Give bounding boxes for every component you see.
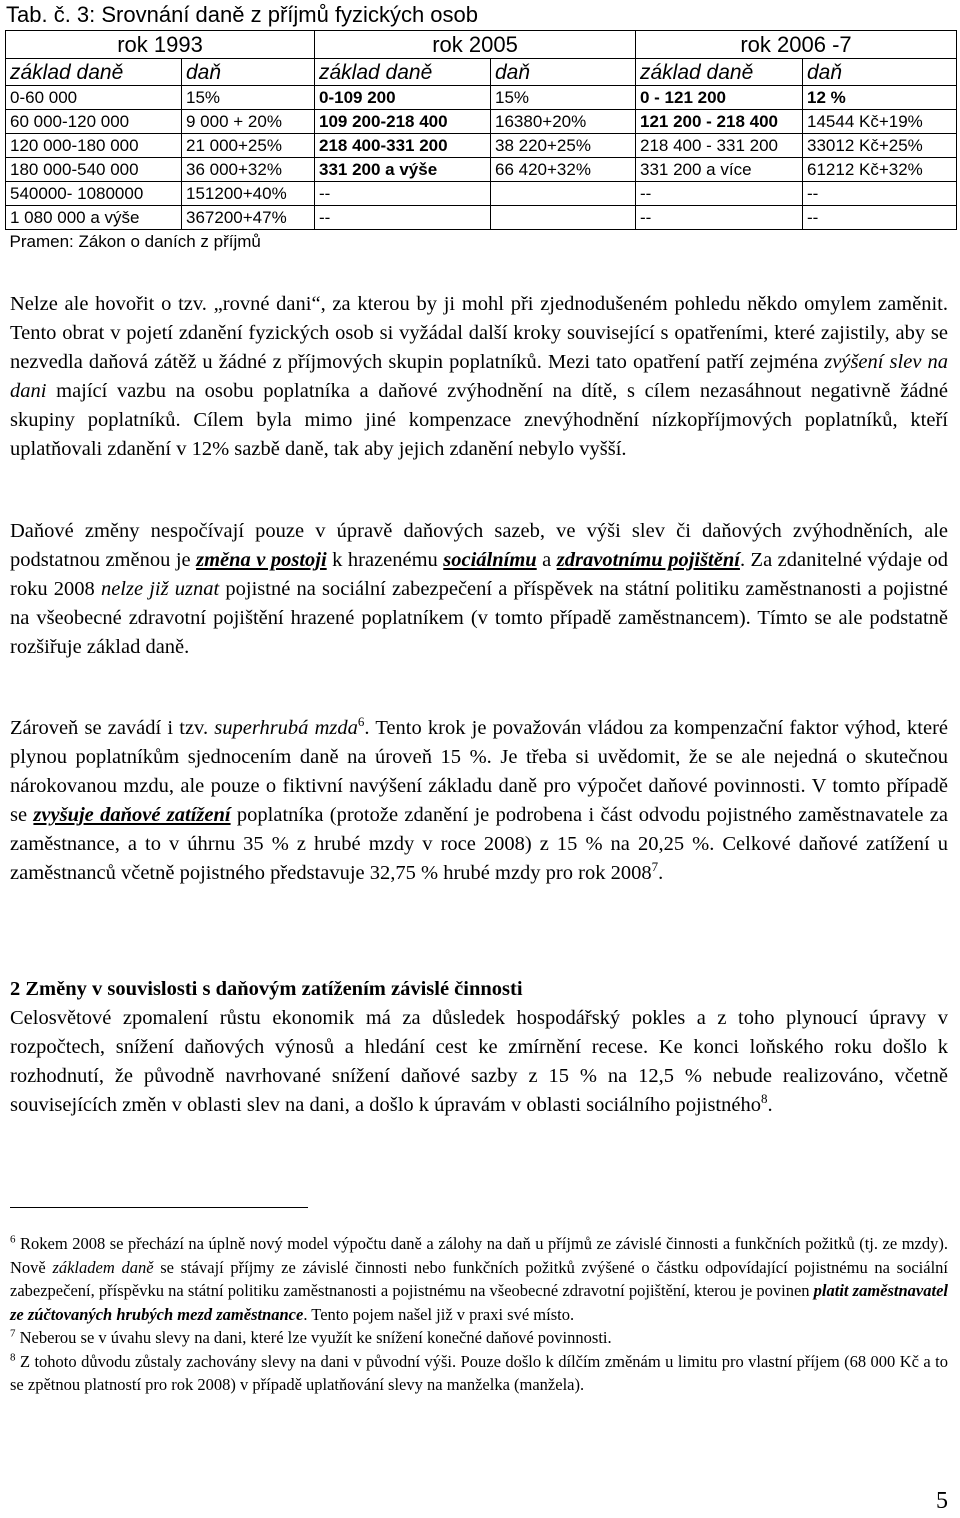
table-cell: 36 000+32% [182,158,315,182]
table-cell [491,206,636,230]
section-heading: 2 Změny v souvislosti s daňovým zatížením závislé činnosti [10,978,523,1000]
table-cell: 66 420+32% [491,158,636,182]
table-cell: 0-109 200 [315,86,491,110]
column-header: daň [182,59,315,86]
table-cell: 0 - 121 200 [636,86,803,110]
table-cell: 367200+47% [182,206,315,230]
text-run: . [767,1094,773,1116]
text-run: . [658,862,664,884]
text-run: Daňové změny nespočívají pouze v úpravě daňových sazeb, ve výši slev či daňových zvýhodněních, ale podstatnou změnou je [10,520,948,571]
section-2 [10,975,948,1120]
text-run: . Tento pojem našel již v praxi své místo. [303,1304,575,1324]
text-run: . Tento krok je považován vládou za kompenzační faktor výhod, které plynou poplatníkům sjednocením daně na úroveň 15 %. Je třeba si uvědomit, že se ale nejedná o skutečnou nárokovanou mzdu, ale pouze o fiktivní navýšení základu daně pro výpočet daňové povinnosti. V tomto případě se [10,717,948,826]
text-run: Z tohoto důvodu zůstaly zachovány slevy na dani v původní výši. Pouze došlo k dílčím změnám u limitu pro vlastní příjem (68 000 Kč a to se zpětnou platností pro rok 2008) v případě uplatňování slevy na manželka (manžela). [10,1351,948,1394]
year-header-1993: rok 1993 [6,31,315,59]
table-cell [491,182,636,206]
text-run: Zároveň se zavádí i tzv. [10,717,215,739]
footnotes [10,1232,948,1397]
table-cell: 151200+40% [182,182,315,206]
table-cell: 12 % [803,86,957,110]
footnote-number: 8 [10,1351,16,1363]
table-cell: 0-60 000 [6,86,182,110]
emphasis: nelze již uznat [100,578,220,600]
emphasis: zvýšení slev na dani [10,351,948,402]
table-cell: 21 000+25% [182,134,315,158]
table-row [6,158,957,182]
footnote-ref[interactable]: 8 [760,1091,768,1107]
year-header-row [6,31,957,59]
table-cell: 16380+20% [491,110,636,134]
text-run: . Za zdanitelné výdaje od roku 2008 [10,549,948,600]
footnote-separator [10,1207,308,1208]
emphasis: sociálnímu [443,549,537,571]
year-header-2005: rok 2005 [315,31,636,59]
table-cell: 61212 Kč+32% [803,158,957,182]
text-run: k hrazenému [326,549,444,571]
text-run: mající vazbu na osobu poplatníka a daňové zvýhodnění na dítě, s cílem nezasáhnout negativně žádné skupiny poplatníků. Cílem byla mimo jiné kompenzace znevýhodnění nízkopříjmových poplatníků, kteří uplatňovali zdanění v 12% sazbě daně, tak aby jejich zdanění nebylo vyšší. [10,380,948,460]
table-row [6,110,957,134]
table-cell: 540000- 1080000 [6,182,182,206]
text-run: se stávají příjmy ze závislé činnosti nebo funkčních požitků zvýšené o částku odpovídající pojistnému na sociální zabezpečení, příspěvku na státní politiku zaměstnanosti a pojistnému na všeobecné zdravotní pojištění, kterou je povinen [10,1257,948,1300]
table-cell: 1 080 000 a výše [6,206,182,230]
column-header: daň [803,59,957,86]
text-run: a [536,549,557,571]
table-cell: 120 000-180 000 [6,134,182,158]
column-header: daň [491,59,636,86]
table-cell: 109 200-218 400 [315,110,491,134]
table-cell: 60 000-120 000 [6,110,182,134]
table-source-row [6,230,957,254]
emphasis: zvyšuje daňové zatížení [33,804,231,826]
text-run: Celosvětové zpomalení růstu ekonomik má za důsledek hospodářský pokles a z toho plynoucí úpravy v rozpočtech, snížení daňových výnosů a hledání cest ke zmírnění recese. Ke konci loňského roku došlo k rozhodnutí, že původně navrhované snížení daňové sazby z 15 % na 12,5 % nebude realizováno, včetně souvisejících změn v oblasti slev na dani, a došlo k úpravám v oblasti sociálního pojistného [10,1007,948,1116]
table-row [6,134,957,158]
table-caption: Tab. č. 3: Srovnání daně z příjmů fyzických osob [6,2,479,27]
footnote-ref[interactable]: 6 [357,714,365,730]
table-cell: 38 220+25% [491,134,636,158]
table-cell: 331 200 a výše [315,158,491,182]
table-cell: -- [636,182,803,206]
column-header-row [6,59,957,86]
column-header: základ daně [6,59,182,86]
paragraph-3 [10,714,948,888]
table-cell: -- [803,206,957,230]
table-row [6,86,957,110]
table-row [6,182,957,206]
tax-comparison-table [5,30,957,253]
paragraph-2 [10,517,948,662]
table-cell: -- [315,182,491,206]
paragraph-1 [10,290,948,464]
table-cell: -- [636,206,803,230]
emphasis: změna v postoji [196,549,327,571]
text-run: poplatníka (protože zdanění je podrobena i část odvodu pojistného zaměstnavatele za zaměstnance, a to v úhrnu 35 % z hrubé mzdy v roce 2008) z 15 % na 20,25 %. Celkové daňové zatížení u zaměstnanců včetně pojistného představuje 32,75 % hrubé mzdy pro rok 2008 [10,804,948,884]
emphasis: zdravotnímu pojištění [556,549,740,571]
text-run: Nelze ale hovořit o tzv. „rovné dani“, za kterou by ji mohl při zjednodušeném pohledu někdo omylem zaměnit. Tento obrat v pojetí zdanění fyzických osob si vyžádal další kroky související s opatřeními, které zajistily, aby se nezvedla daňová zátěž u žádné z příjmových skupin poplatníků. Mezi tato opatření patří zejména [10,293,948,373]
text-run: pojistné na sociální zabezpečení a příspěvek na státní politiku zaměstnanosti a pojistné na všeobecné zdravotní pojištění hrazené poplatníkem (v tomto případě zaměstnancem). Tímto se ale podstatně rozšiřuje základ daně. [10,578,949,658]
table-cell: 15% [491,86,636,110]
table-row [6,206,957,230]
table-source: Pramen: Zákon o daních z příjmů [6,230,957,254]
text-run: Neberou se v úvahu slevy na dani, které lze využít ke snížení konečné daňové povinnosti. [15,1328,612,1347]
table-cell: 180 000-540 000 [6,158,182,182]
table-cell: 33012 Kč+25% [803,134,957,158]
table-cell: 218 400 - 331 200 [636,134,803,158]
page-number: 5 [936,1488,948,1514]
emphasis: základem daně [52,1257,154,1277]
column-header: základ daně [636,59,803,86]
table-cell: 14544 Kč+19% [803,110,957,134]
footnote-number: 6 [10,1233,16,1246]
table-cell: -- [315,206,491,230]
table-cell: 15% [182,86,315,110]
year-header-2006-7: rok 2006 -7 [636,31,957,59]
emphasis: platit zaměstnavatel ze zúčtovaných hrubých mezd zaměstnance [10,1281,948,1324]
table-cell: 9 000 + 20% [182,110,315,134]
footnote-number: 7 [10,1327,16,1340]
table-cell: 121 200 - 218 400 [636,110,803,134]
footnote-ref[interactable]: 7 [651,859,659,875]
text-run: Rokem 2008 se přechází na úplně nový model výpočtu daně a zálohy na daň u příjmů ze závislé činnosti a funkčních požitků (tj. ze mzdy). Nově [10,1234,948,1277]
table-cell: 218 400-331 200 [315,134,491,158]
table-cell: -- [803,182,957,206]
emphasis: superhrubá mzda [214,717,358,739]
table-cell: 331 200 a více [636,158,803,182]
column-header: základ daně [315,59,491,86]
